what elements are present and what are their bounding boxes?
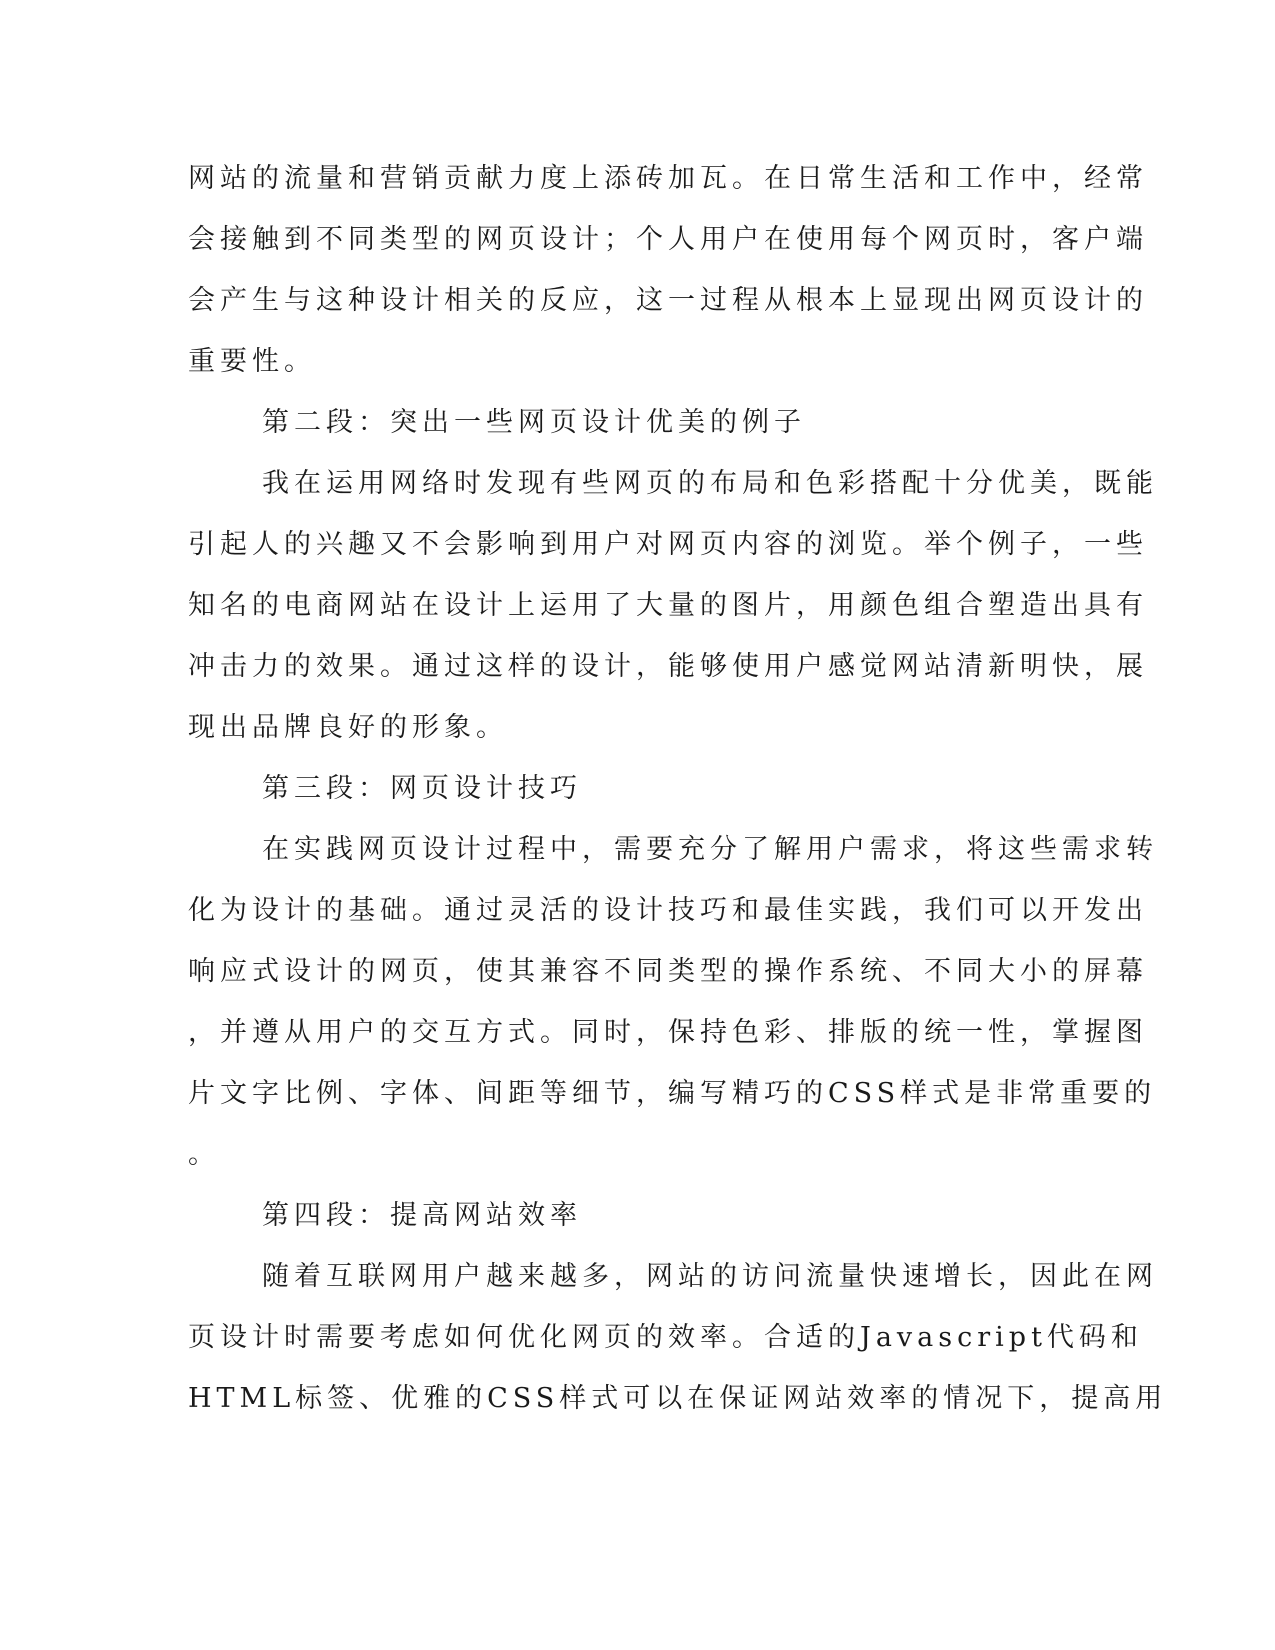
body-line: 引起人的兴趣又不会影响到用户对网页内容的浏览。举个例子，一些 xyxy=(188,529,1148,560)
section-heading-2: 第二段：突出一些网页设计优美的例子 xyxy=(262,407,806,438)
body-line: 片文字比例、字体、间距等细节，编写精巧的CSS样式是非常重要的 xyxy=(188,1078,1157,1109)
body-line: 会产生与这种设计相关的反应，这一过程从根本上显现出网页设计的 xyxy=(188,285,1148,316)
body-line: 在实践网页设计过程中，需要充分了解用户需求，将这些需求转 xyxy=(262,834,1158,865)
body-line: ，并遵从用户的交互方式。同时，保持色彩、排版的统一性，掌握图 xyxy=(188,1017,1148,1048)
body-line: 页设计时需要考虑如何优化网页的效率。合适的Javascript代码和 xyxy=(188,1322,1143,1353)
body-line: 知名的电商网站在设计上运用了大量的图片，用颜色组合塑造出具有 xyxy=(188,590,1148,621)
section-heading-4: 第四段：提高网站效率 xyxy=(262,1200,582,1231)
body-line: 会接触到不同类型的网页设计；个人用户在使用每个网页时，客户端 xyxy=(188,224,1148,255)
body-line: 我在运用网络时发现有些网页的布局和色彩搭配十分优美，既能 xyxy=(262,468,1158,499)
body-line: HTML标签、优雅的CSS样式可以在保证网站效率的情况下，提高用 xyxy=(188,1383,1168,1414)
body-line: 冲击力的效果。通过这样的设计，能够使用户感觉网站清新明快，展 xyxy=(188,651,1148,682)
body-line: 现出品牌良好的形象。 xyxy=(188,712,508,743)
body-line: 网站的流量和营销贡献力度上添砖加瓦。在日常生活和工作中，经常 xyxy=(188,163,1148,194)
body-line: 重要性。 xyxy=(188,346,316,377)
body-line: 。 xyxy=(188,1139,220,1170)
document-body xyxy=(188,148,1168,1429)
body-line: 随着互联网用户越来越多，网站的访问流量快速增长，因此在网 xyxy=(262,1261,1158,1292)
body-line: 化为设计的基础。通过灵活的设计技巧和最佳实践，我们可以开发出 xyxy=(188,895,1148,926)
section-heading-3: 第三段：网页设计技巧 xyxy=(262,773,582,804)
body-line: 响应式设计的网页，使其兼容不同类型的操作系统、不同大小的屏幕 xyxy=(188,956,1148,987)
